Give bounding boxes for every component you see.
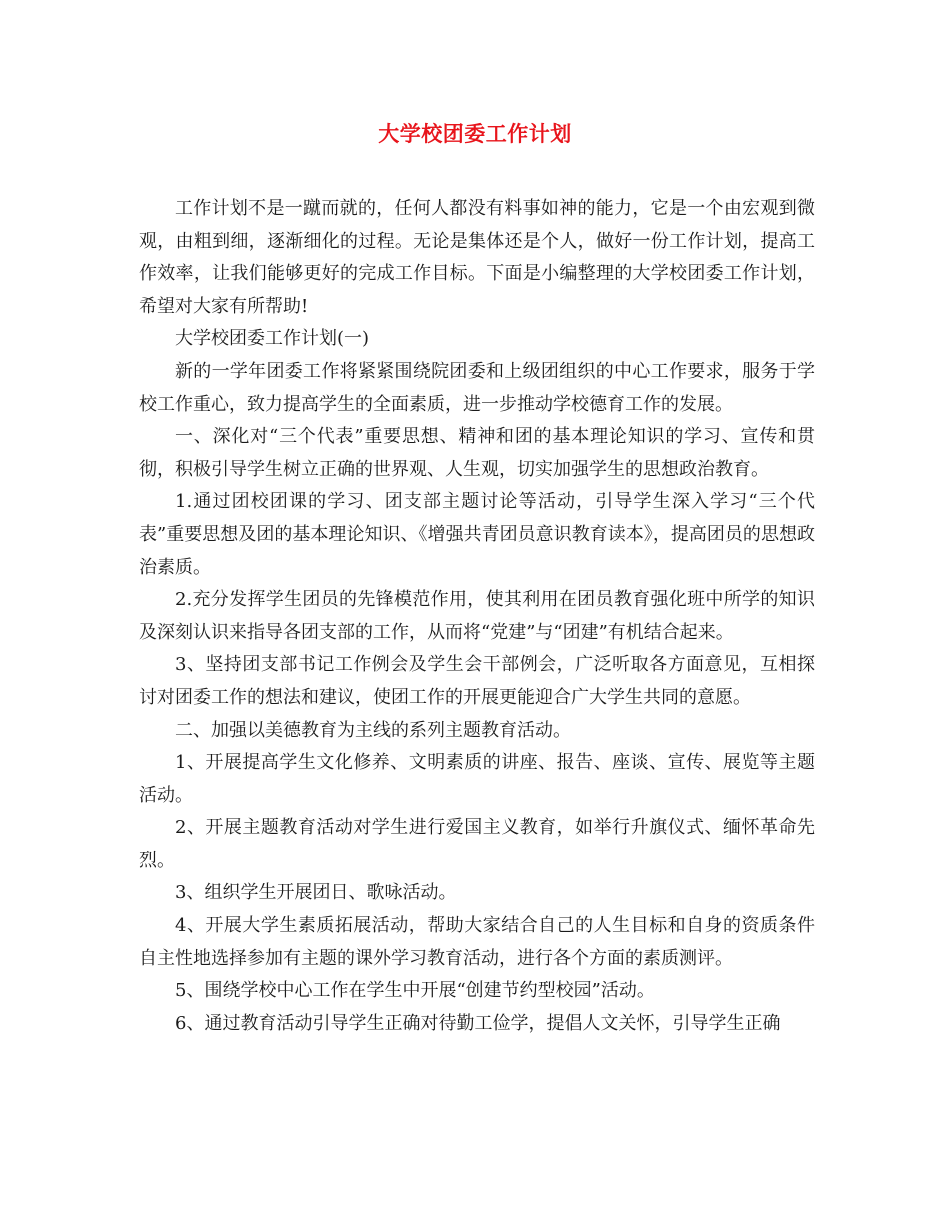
document-body [139, 193, 815, 1040]
paragraph: 3、坚持团支部书记工作例会及学生会干部例会，广泛听取各方面意见，互相探讨对团委工作的想法和建议，使团工作的开展更能迎合广大学生共同的意愿。 [139, 654, 815, 708]
paragraph: 2.充分发挥学生团员的先锋模范作用，使其利用在团员教育强化班中所学的知识及深刻认识来指导各团支部的工作，从而将“党建”与“团建”有机结合起来。 [139, 589, 815, 643]
paragraph: 新的一学年团委工作将紧紧围绕院团委和上级团组织的中心工作要求，服务于学校工作重心，致力提高学生的全面素质，进一步推动学校德育工作的发展。 [139, 360, 815, 415]
paragraph: 2、开展主题教育活动对学生进行爱国主义教育，如举行升旗仪式、缅怀革命先烈。 [139, 817, 815, 871]
paragraph: 4、开展大学生素质拓展活动，帮助大家结合自己的人生目标和自身的资质条件自主性地选择参加有主题的课外学习教育活动，进行各个方面的素质测评。 [139, 915, 815, 969]
paragraph: 一、深化对“三个代表”重要思想、精神和团的基本理论知识的学习、宣传和贯彻，积极引导学生树立正确的世界观、人生观，切实加强学生的思想政治教育。 [139, 426, 815, 480]
section-heading: 大学校团委工作计划(一) [175, 328, 370, 350]
paragraph: 1.通过团校团课的学习、团支部主题讨论等活动，引导学生深入学习“三个代表”重要思想及团的基本理论知识、《增强共青团员意识教育读本》，提高团员的思想政治素质。 [139, 491, 815, 578]
paragraph: 二、加强以美德教育为主线的系列主题教育活动。 [175, 719, 571, 741]
paragraph: 3、组织学生开展团日、歌咏活动。 [175, 882, 457, 904]
paragraph: 1、开展提高学生文化修养、文明素质的讲座、报告、座谈、宣传、展览等主题活动。 [139, 752, 815, 806]
paragraph-intro: 工作计划不是一蹴而就的，任何人都没有料事如神的能力，它是一个由宏观到微观，由粗到细，逐渐细化的过程。无论是集体还是个人，做好一份工作计划，提高工作效率，让我们能够更好的完成工作目标。下面是小编整理的大学校团委工作计划，希望对大家有所帮助! [139, 198, 815, 317]
paragraph: 6、通过教育活动引导学生正确对待勤工俭学，提倡人文关怀，引导学生正确 [175, 1012, 781, 1034]
paragraph: 5、围绕学校中心工作在学生中开展“创建节约型校园”活动。 [175, 980, 655, 1002]
document-title: 大学校团委工作计划 [378, 121, 572, 146]
